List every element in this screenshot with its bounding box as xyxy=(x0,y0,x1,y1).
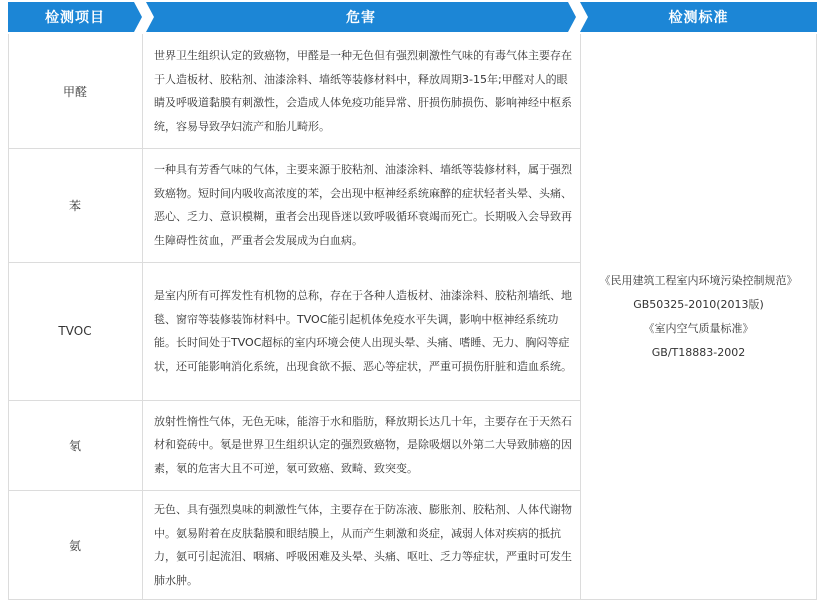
hazard-cell-radon xyxy=(154,400,572,490)
header-detection-item xyxy=(8,2,142,32)
standard-line: 《民用建筑工程室内环境污染控制规范》 xyxy=(599,274,798,287)
hazard-text: 一种具有芳香气味的气体，主要来源于胶粘剂、油漆涂料、墙纸等装修材料，属于强烈致癌物。短时间内吸收高浓度的苯，会出现中枢神经系统麻醉的症状轻者头晕、头痛、恶心、乏力、意识模糊，重者会出现昏迷以致呼吸循环衰竭而死亡。长期吸入会导致再生障碍性贫血，严重者会发展成为白血病。 xyxy=(154,163,572,247)
hazard-table xyxy=(8,34,817,600)
hazard-text: 是室内所有可挥发性有机物的总称，存在于各种人造板材、油漆涂料、胶粘剂墙纸、地毯、窗帘等装修装饰材料中。TVOC能引起机体免疫水平失调，影响中枢神经系统功能。长时间处于TVOC超标的室内环境会使人出现头晕、头痛、嗜睡、无力、胸闷等症状，还可能影响消化系统，出现食欲不振、恶心等症状，严重可损伤肝脏和造血系统。 xyxy=(154,289,572,373)
header-detection-item-label: 检测项目 xyxy=(45,10,105,26)
item-cell-benzene: 苯 xyxy=(68,198,81,213)
item-cell-ammonia: 氨 xyxy=(68,538,81,553)
header-hazard xyxy=(146,2,576,32)
standard-line: GB/T18883-2002 xyxy=(651,346,746,359)
hazard-cell-formaldehyde xyxy=(154,34,572,148)
hazard-cell-benzene xyxy=(154,148,572,262)
hazard-cell-ammonia xyxy=(154,490,572,600)
item-cell-radon: 氡 xyxy=(68,438,81,453)
table-divider-1 xyxy=(142,34,143,600)
hazard-cell-tvoc xyxy=(154,262,572,400)
standards-cell xyxy=(580,34,817,600)
header-standard xyxy=(580,2,817,32)
item-cell-formaldehyde: 甲醛 xyxy=(62,84,87,99)
header-standard-label: 检测标准 xyxy=(668,10,729,26)
hazard-text: 无色、具有强烈臭味的刺激性气体，主要存在于防冻液、膨胀剂、胶粘剂、人体代谢物中。氨易附着在皮肤黏膜和眼结膜上，从而产生刺激和炎症，减弱人体对疾病的抵抗力，氨可引起流泪、咽痛、呼吸困难及头晕、头痛、呕吐、乏力等症状，严重时可发生肺水肿。 xyxy=(154,503,572,587)
hazard-text: 放射性惰性气体，无色无味，能溶于水和脂肪，释放期长达几十年，主要存在于天然石材和瓷砖中。氡是世界卫生组织认定的强烈致癌物，是除吸烟以外第二大导致肺癌的因素，氡的危害大且不可逆，氡可致癌、致畸、致突变。 xyxy=(154,414,572,475)
standard-line: 《室内空气质量标准》 xyxy=(643,322,754,335)
item-cell-tvoc: TVOC xyxy=(58,324,92,338)
header-hazard-label: 危害 xyxy=(346,10,376,26)
hazard-text: 世界卫生组织认定的致癌物，甲醛是一种无色但有强烈刺激性气味的有毒气体主要存在于人造板材、胶粘剂、油漆涂料、墙纸等装修材料中，释放周期3-15年;甲醛对人的眼睛及呼吸道黏膜有刺激性，会造成人体免疫功能异常、肝损伤肺损伤、影响神经中枢系统，容易导致孕妇流产和胎儿畸形。 xyxy=(154,49,572,133)
standard-line: GB50325-2010(2013版) xyxy=(633,298,764,311)
